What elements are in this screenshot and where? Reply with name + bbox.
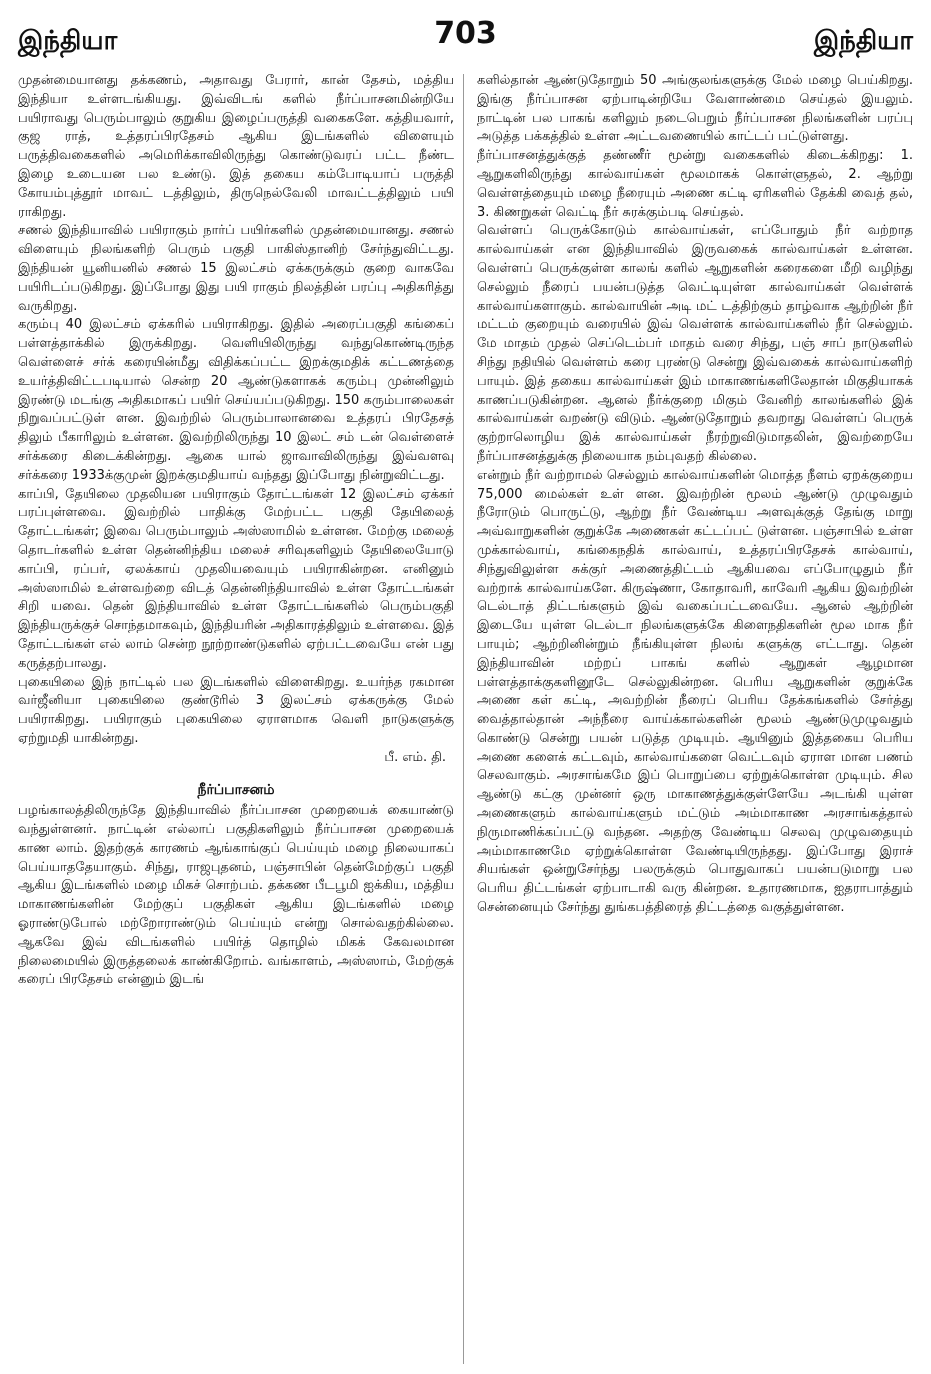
paragraph-jute: சணல் இந்தியாவில் பயிராகும் நார்ப் பயிர்களில் முதன்மையானது. சணல் விளையும் நிலங்களிற் பெரும் பகுதி பாகிஸ்தானிற் சேர்ந்துவிட்டது. இந்தியன் யூனியனில் சணல் 15 இலட்சம் ஏக்கருக்கும் குறை வாகவே பயிரிடப்படுகிறது. இப்போது இது பயி ராகும் நிலத்தின் பரப்பு அதிகரித்து வருகிறது. — [18, 223, 454, 314]
left-column — [18, 72, 454, 1367]
page-header — [0, 0, 931, 70]
running-title-left: இந்தியா — [18, 26, 118, 56]
paragraph-sugarcane: கரும்பு 40 இலட்சம் ஏக்கரில் பயிராகிறது. இதில் அரைப்பகுதி கங்கைப் பள்ளத்தாக்கில் இருக்கிறது. வெளியிலிருந்து வந்துகொண்டிருந்த வெள்ளைச் சர்க் கரையின்மீது விதிக்கப்பட்ட இறக்குமதிக் கட்டணத்தை உயர்த்திவிட்டபடியால் சென்ற 20 ஆண்டுகளாகக் கரும்பு முன்னிலும் இரண்டு மடங்கு அதிகமாகப் பயிர் செய்யப்படுகிறது. 150 கரும்பாலைகள் நிறுவப்பட்டுள் ளன. இவற்றில் பெரும்பாலானவை உத்தரப் பிரதேசத் திலும் பீகாரிலும் உள்ளன. இவற்றிலிருந்து 10 இலட் சம் டன் வெள்ளைச் சர்க்கரை கிடைக்கின்றது. ஆகை யால் ஜாவாவிலிருந்து இவ்வளவு சர்க்கரை 1933க்குமுன் இறக்குமதியாய் வந்தது இப்போது நின்றுவிட்டது. — [18, 317, 454, 483]
paragraph-perennial-canals: என்றும் நீர் வற்றாமல் செல்லும் கால்வாய்களின் மொத்த நீளம் ஏறக்குறைய 75,000 மைல்கள் உள் ளன. இவற்றின் மூலம் ஆண்டு முழுவதும் நீரோடும் பொருட்டு, ஆற்று நீர் வேண்டிய அளவுக்குத் தேங்கு மாறு அவ்வாறுகளின் குறுக்கே அணைகள் கட்டப்பட் டுள்ளன. பஞ்சாபில் உள்ள முக்கால்வாய், கங்கைநதிக் கால்வாய், உத்தரப்பிரதேசக் கால்வாய், சிந்துவிலுள்ள சுக்குர் அணைத்திட்டம் ஆகியவை எப்போழுதும் நீர் வற்றாக் கால்வாய்களே. கிருஷ்ணா, கோதாவரி, காவேரி ஆகிய இவற்றின் டெல்டாத் திட்டங்களும் இவ் வகைப்பட்டவையே. ஆனல் ஆற்றின் இடையே யுள்ள டெல்டா நிலங்களுக்கே கிளைநதிகளின் மூல மாக நீர் பாயும்; ஆற்றினின்றும் நீங்கியுள்ள நிலங் களுக்கு எட்டாது. தென் இந்தியாவின் மற்றப் பாகங் களில் ஆறுகள் ஆழமான பள்ளத்தாக்குகளினூடே செல்லுகின்றன. பெரிய ஆறுகளின் குறுக்கே அணை கள் கட்டி, அவற்றின் நீரைப் பெரிய தேக்கங்களில் சேர்த்து வைத்தால்தான் அந்நீரை வாய்க்கால்களின் மூலம் ஆண்டுமுழுவதும் கொண்டு சென்று பயன் படுத்த முடியும். ஆயினும் இத்தகைய பெரிய அணை களைக் கட்டவும், கால்வாய்களை வெட்டவும் ஏராள மான பணம் செலவாகும். அரசாங்கமே இப் பொறுப்பை ஏற்றுக்கொள்ள முடியும். சில ஆண்டு கட்கு முன்னர் ஒரு மாகாணத்துக்குள்ளேயே அடங்கி யுள்ள அணைகளும் கால்வாய்களும் மட்டும் அம்மாகாண அரசாங்கத்தால் நிருமாணிக்கப்பட்டு வந்தன. அதற்கு வேண்டிய செலவு முழுவதையும் அம்மாகாணமே ஏற்றுக்கொள்ள வேண்டியிருந்தது. இப்போது இராச் சியங்கள் ஒன்றுசேர்ந்து பலருக்கும் பொதுவாகப் பயன்படுமாறு பல பெரிய திட்டங்கள் ஏற்பாடாகி வரு கின்றன. உதாரணமாக, ஐதராபாத்தும் சென்னையும் சேர்ந்து துங்கபத்திரைத் திட்டத்தை வகுத்துள்ளன. — [477, 467, 913, 916]
page-number: 703 — [434, 16, 497, 51]
paragraph-tobacco: புகையிலை இந் நாட்டில் பல இடங்களில் விளைகிறது. உயர்ந்த ரகமான வர்ஜீனியா புகையிலை குண்டூரில் 3 இலட்சம் ஏக்கருக்கு மேல் பயிராகிறது. பயிராகும் புகையிலை ஏராளமாக வெளி நாடுகளுக்கு ஏற்றுமதி யாகின்றது. — [18, 674, 454, 746]
right-column — [477, 72, 913, 1367]
paragraph-irrigation-intro: பழங்காலத்திலிருந்தே இந்தியாவில் நீர்ப்பாசன முறையைக் கையாண்டு வந்துள்ளனர். நாட்டின் எல்லாப் பகுதிகளிலும் நீர்ப்பாசன முறையைக் காண லாம். இதற்குக் காரணம் ஆங்காங்குப் பெய்யும் மழை நிலையாகப் பெய்யாததேயாகும். சிந்து, ராஜபுதனம், பஞ்சாபின் தென்மேற்குப் பகுதி ஆகிய இடங்களில் மழை மிகச் சொற்பம். தக்கண பீடபூமி ஐக்கிய, மத்திய மாகாணங்களின் மேற்குப் பகுதிகள் ஆகிய இடங்களில் மழை ஓராண்டுபோல் மற்றோராண்டும் பெய்யும் என்று சொல்வதற்கில்லை. ஆகவே இவ் விடங்களில் பயிர்த் தொழில் மிகக் கேவலமான நிலைமையில் இருத்தலைக் காண்கிறோம். வங்காளம், அஸ்ஸாம், மேற்குக் கரைப் பிரதேசம் என்னும் இடங் — [18, 803, 454, 988]
paragraph-plantations: காப்பி, தேயிலை முதலியன பயிராகும் தோட்டங்கள் 12 இலட்சம் ஏக்கர் பரப்புள்ளவை. இவற்றில் பாதிக்கு மேற்பட்ட பகுதி தேயிலைத் தோட்டங்கள்; இவை பெரும்பாலும் அஸ்ஸாமில் உள்ளன. மேற்கு மலைத் தொடர்களில் உள்ள தென்னிந்திய மலைச் சரிவுகளிலும் தேயிலையோடு காப்பி, ரப்பர், ஏலக்காய் முதலியவையும் பயிராகின்றன. எனினும் அஸ்ஸாமில் உள்ளவற்றை விடத் தென்னிந்தியாவில் உள்ள தோட்டங்கள் சிறி யவை. தென் இந்தியாவில் உள்ள தோட்டங்களில் பெரும்பகுதி இந்தியருக்குச் சொந்தமாகவும், இந்தியரின் அதிகாரத்திலும் உள்ளவை. இத் தோட்டங்கள் எல் லாம் சென்ற நூற்றாண்டுகளில் ஏற்பட்டவையே என் பது கருத்தற்பாலது. — [18, 486, 454, 671]
paragraph-canal-types: வெள்ளப் பெருக்கோடும் கால்வாய்கள், எப்போதும் நீர் வற்றாத கால்வாய்கள் என இந்தியாவில் இருவகைக் கால்வாய்கள் உள்ளன. வெள்ளப் பெருக்குள்ள காலங் களில் ஆறுகளின் கரைகளை மீறி வழிந்து செல்லும் நீரைப் பயன்படுத்த வெட்டியுள்ள கால்வாய்கள் வெள்ளக் கால்வாய்களாகும். கால்வாயின் அடி மட் டத்திற்கும் தாழ்வாக ஆற்றின் நீர் மட்டம் குறையும் வரையில் இவ் வெள்ளக் கால்வாய்களில் நீர் செல்லும். மே மாதம் முதல் செப்டெம்பர் மாதம் வரை சிந்து, பஞ் சாப் நாடுகளில் சிந்து நதியில் வெள்ளம் கரை புரண்டு சென்று இவ்வகைக் கால்வாய்களிற் பாயும். இத் தகைய கால்வாய்கள் இம் மாகாணங்களிலேதான் மிகுதியாகக் காணப்படுகின்றன. ஆனல் நீர்க்குறை மிகும் வேனிற் காலங்களில் இக் கால்வாய்கள் வறண்டு விடும். ஆண்டுதோறும் தவறாது வெள்ளப் பெருக் குற்றாலொழிய இக் கால்வாய்கள் நீரற்றுவிடுமாதலின், இவற்றையே நீர்ப்பாசனத்துக்கு நிலையாக நம்புவதற் கில்லை. — [477, 223, 913, 464]
section-heading: நீர்ப்பாசனம் — [197, 782, 275, 799]
column-divider — [463, 74, 464, 1364]
author-signature: பீ. எம். தி. — [384, 749, 446, 765]
running-title-right: இந்தியா — [813, 26, 913, 56]
paragraph-water-sources: நீர்ப்பாசனத்துக்குத் தண்ணீர் மூன்று வகைகளில் கிடைக்கிறது: 1. ஆறுகளிலிருந்து கால்வாய்கள் மூலமாகக் கொள்ளுதல், 2. ஆற்று வெள்ளத்தையும் மழை நீரையும் அணை கட்டி ஏரிகளில் தேக்கி வைத் தல், 3. கிணறுகள் வெட்டி நீர் சுரக்கும்படி செய்தல். — [477, 148, 913, 220]
paragraph-rainfall: களில்தான் ஆண்டுதோறும் 50 அங்குலங்களுக்கு மேல் மழை பெய்கிறது. இங்கு நீர்ப்பாசன ஏற்பாடின்றியே வேளாண்மை செய்தல் இயலும். நாட்டின் பல பாகங் களிலும் நடைபெறும் நீர்ப்பாசன நிலங்களின் பரப்பு அடுத்த பக்கத்தில் உள்ள அட்டவணையில் காட்டப் பட்டுள்ளது. — [477, 73, 913, 145]
paragraph-cotton: முதன்மையானது தக்கணம், அதாவது பேரார், கான் தேசம், மத்திய இந்தியா உள்ளடங்கியது. இவ்விடங் களில் நீர்ப்பாசனமின்றியே பயிராவது பெரும்பாலும் குறுகிய இழைப்பருத்தி வகைகளே. கத்தியவார், குஜ ராத், உத்தரப்பிரதேசம் ஆகிய இடங்களில் விளையும் பருத்திவகைகளில் அமெரிக்காவிலிருந்து கொண்டுவரப் பட்ட நீண்ட இழை உடையன பல உண்டு. இத் தகைய கம்போடியாப் பருத்தி கோயம்புத்தூர் மாவட் டத்திலும், திருநெல்வேலி மாவட்டத்திலும் பயி ராகிறது. — [18, 73, 454, 220]
